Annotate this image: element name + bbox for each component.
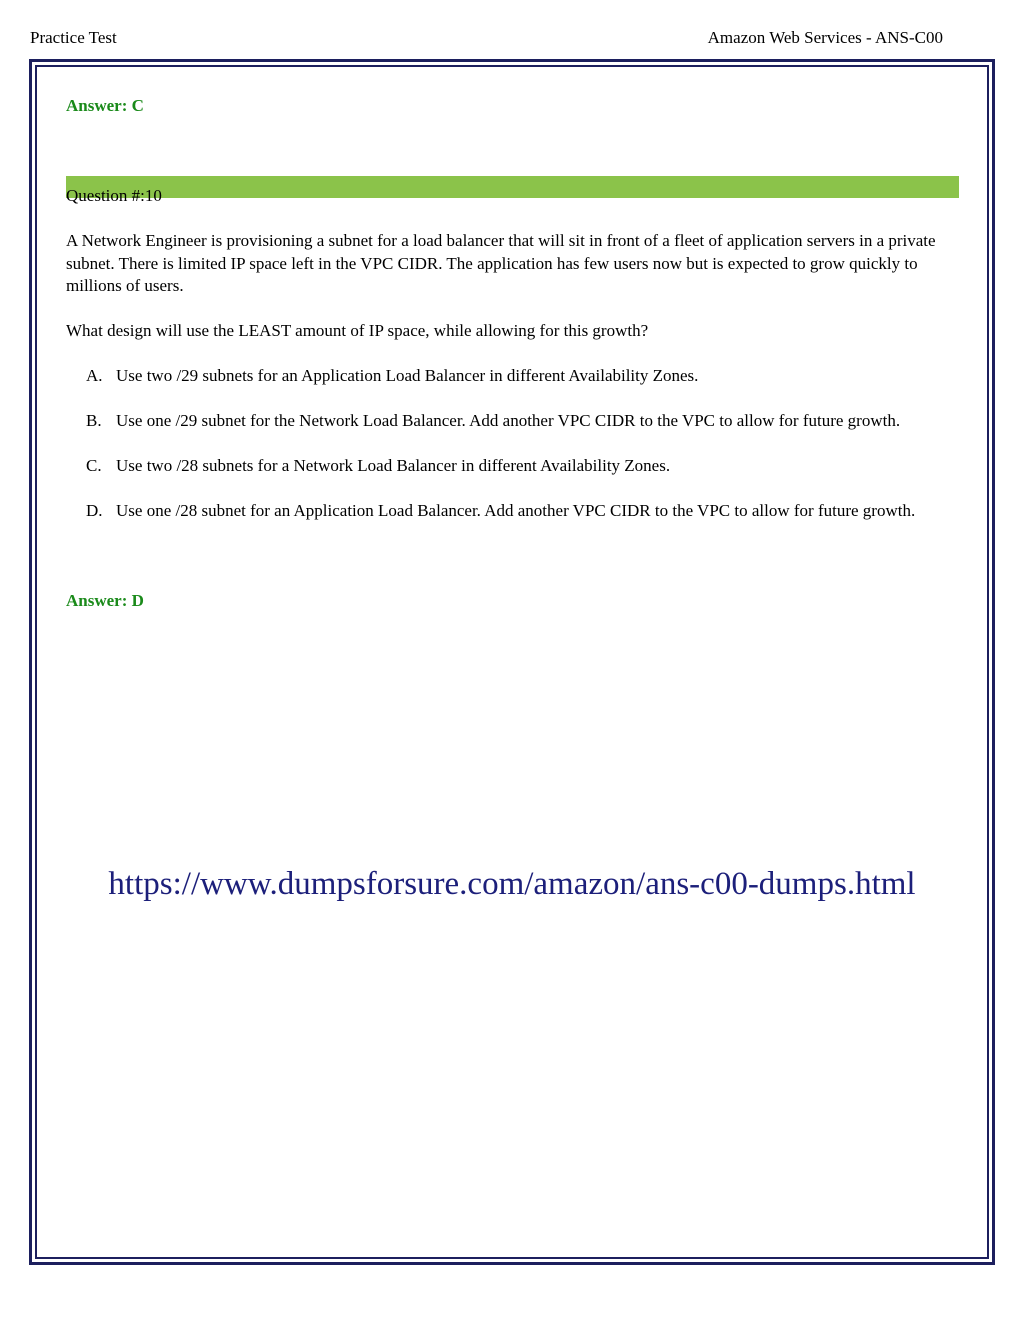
option-text: Use one /29 subnet for the Network Load Balancer. Add another VPC CIDR to the VPC to allow for future growth. (116, 411, 901, 430)
question-number: Question #:10 (66, 186, 162, 205)
option-b (66, 410, 959, 433)
option-text: Use two /28 subnets for a Network Load Balancer in different Availability Zones. (116, 456, 671, 475)
option-text: Use two /29 subnets for an Application Load Balancer in different Availability Zones. (116, 366, 699, 385)
header-title-right: Amazon Web Services - ANS-C00 (707, 28, 943, 47)
question-header-bar (66, 176, 959, 198)
option-d (66, 500, 959, 523)
question-text: A Network Engineer is provisioning a subnet for a load balancer that will sit in front of a fleet of application servers in a private subnet. There is limited IP space left in the VPC CIDR. The application has few users now but is expected to grow quickly to millions of users. (66, 231, 936, 295)
option-letter: B. (86, 411, 102, 430)
dumps-site-link[interactable]: https://www.dumpsforsure.com/amazon/ans-c00-dumps.html (108, 866, 916, 902)
option-letter: D. (86, 501, 103, 520)
option-c (66, 455, 959, 478)
option-text: Use one /28 subnet for an Application Load Balancer. Add another VPC CIDR to the VPC to allow for future growth. (116, 501, 916, 520)
question-prompt: What design will use the LEAST amount of IP space, while allowing for this growth? (66, 321, 649, 340)
option-letter: A. (86, 366, 103, 385)
page-header (30, 28, 943, 52)
header-title-left: Practice Test (30, 28, 117, 47)
question-answer: Answer: D (66, 591, 144, 610)
option-a (66, 365, 959, 388)
option-letter: C. (86, 456, 102, 475)
previous-answer: Answer: C (66, 96, 144, 115)
answer-options (66, 365, 959, 545)
